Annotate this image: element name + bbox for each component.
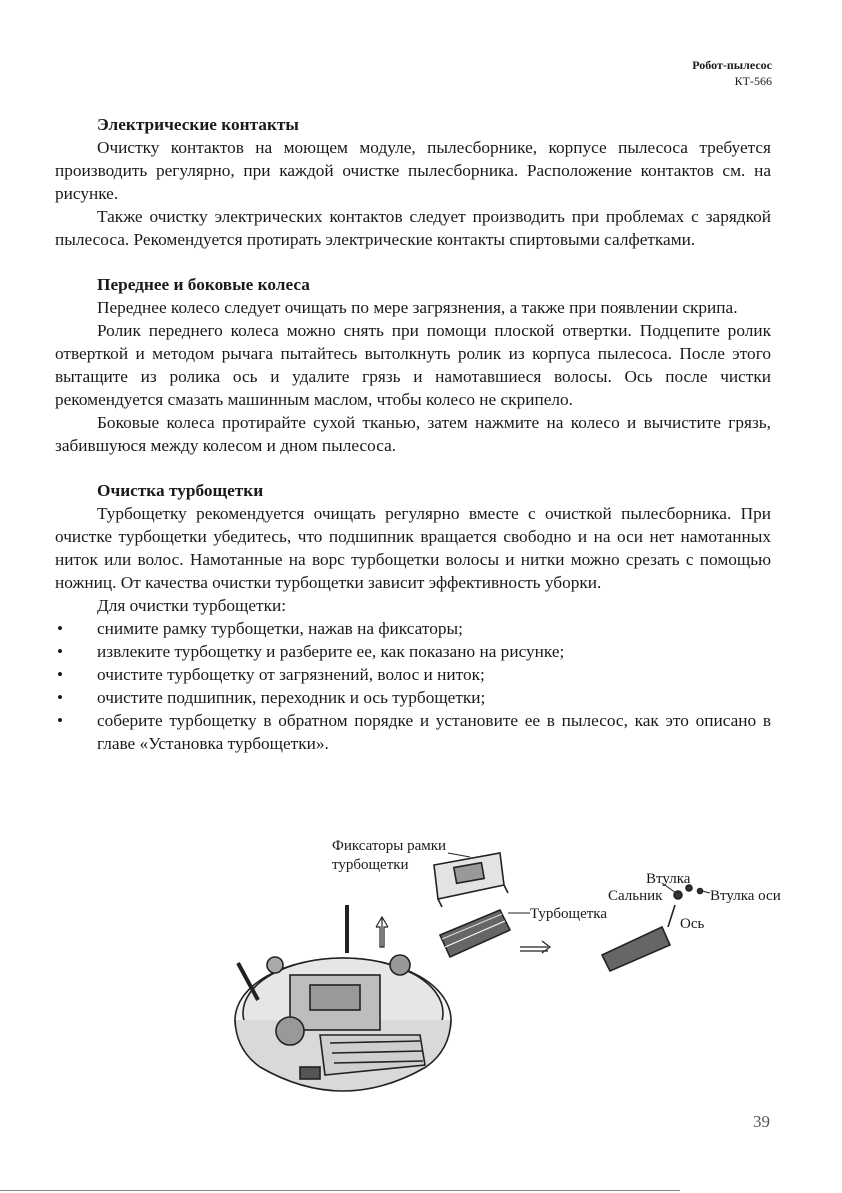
robot-illustration — [230, 835, 790, 1095]
paragraph: Для очистки турбощетки: — [97, 596, 287, 615]
list-item: • очистите подшипник, переходник и ось турбощетки; — [55, 686, 771, 709]
list-item: • очистите турбощетку от загрязнений, волос и ниток; — [55, 663, 771, 686]
list-item: • снимите рамку турбощетки, нажав на фиксаторы; — [55, 617, 771, 640]
section-title-brush: Очистка турбощетки — [97, 481, 264, 500]
header-model: КТ-566 — [734, 74, 772, 88]
page-content — [55, 113, 771, 755]
turbobrush-figure — [230, 835, 790, 1095]
list-item: • извлеките турбощетку и разберите ее, как показано на рисунке; — [55, 640, 771, 663]
label-bushing: Втулка — [646, 871, 691, 887]
paragraph: Ролик переднего колеса можно снять при помощи плоской отвертки. Подцепите ролик отверткой и методом рычага пытайтесь вытолкнуть ролик из корпуса пылесоса. После этого вытащите из ролика ось и удалите грязь и намотавшиеся волосы. Ось после чистки рекомендуется смазать машинным маслом, чтобы колесо не скрипело. — [55, 321, 771, 409]
label-axle: Ось — [680, 916, 705, 932]
paragraph: Переднее колесо следует очищать по мере загрязнения, а также при появлении скрипа. — [97, 298, 738, 317]
bottom-rule — [0, 1190, 680, 1191]
section-title-wheels: Переднее и боковые колеса — [97, 275, 310, 294]
label-latches-line1: Фиксаторы рамки — [332, 838, 447, 854]
label-seal: Сальник — [608, 888, 663, 904]
paragraph: Турбощетку рекомендуется очищать регулярно вместе с очисткой пылесборника. При очистке турбощетки убедитесь, что подшипник вращается свободно и на оси нет намотанных ниток или волос. Намотанные на ворс турбощетки волосы и нитки можно срезать с помощью ножниц. От качества очистки турбощетки зависит эффективность уборки. — [55, 504, 771, 592]
list-item: • соберите турбощетку в обратном порядке и установите ее в пылесос, как это описано в главе «Установка турбощетки». — [55, 709, 771, 755]
section-title-contacts: Электрические контакты — [97, 115, 299, 134]
page-number: 39 — [753, 1112, 770, 1131]
brush-frame-drawing — [434, 853, 508, 907]
label-turbobrush: Турбощетка — [530, 906, 608, 922]
steps-list — [55, 617, 771, 755]
turbobrush-drawing — [440, 910, 510, 957]
robot-vacuum-drawing — [235, 905, 451, 1091]
label-axle-bushing: Втулка оси — [710, 888, 781, 904]
header-product: Робот-пылесос — [692, 58, 772, 72]
paragraph: Очистку контактов на моющем модуле, пылесборнике, корпусе пылесоса требуется производить регулярно, при каждой очистке пылесборника. Расположение контактов см. на рисунке. — [55, 138, 771, 203]
paragraph: Также очистку электрических контактов следует производить при проблемах с зарядкой пылесоса. Рекомендуется протирать электрические контакты спиртовыми салфетками. — [55, 207, 771, 249]
label-latches-line2: турбощетки — [332, 857, 409, 873]
page-header — [692, 57, 772, 89]
paragraph: Боковые колеса протирайте сухой тканью, затем нажмите на колесо и вычистите грязь, забившуюся между колесом и дном пылесоса. — [55, 413, 771, 455]
